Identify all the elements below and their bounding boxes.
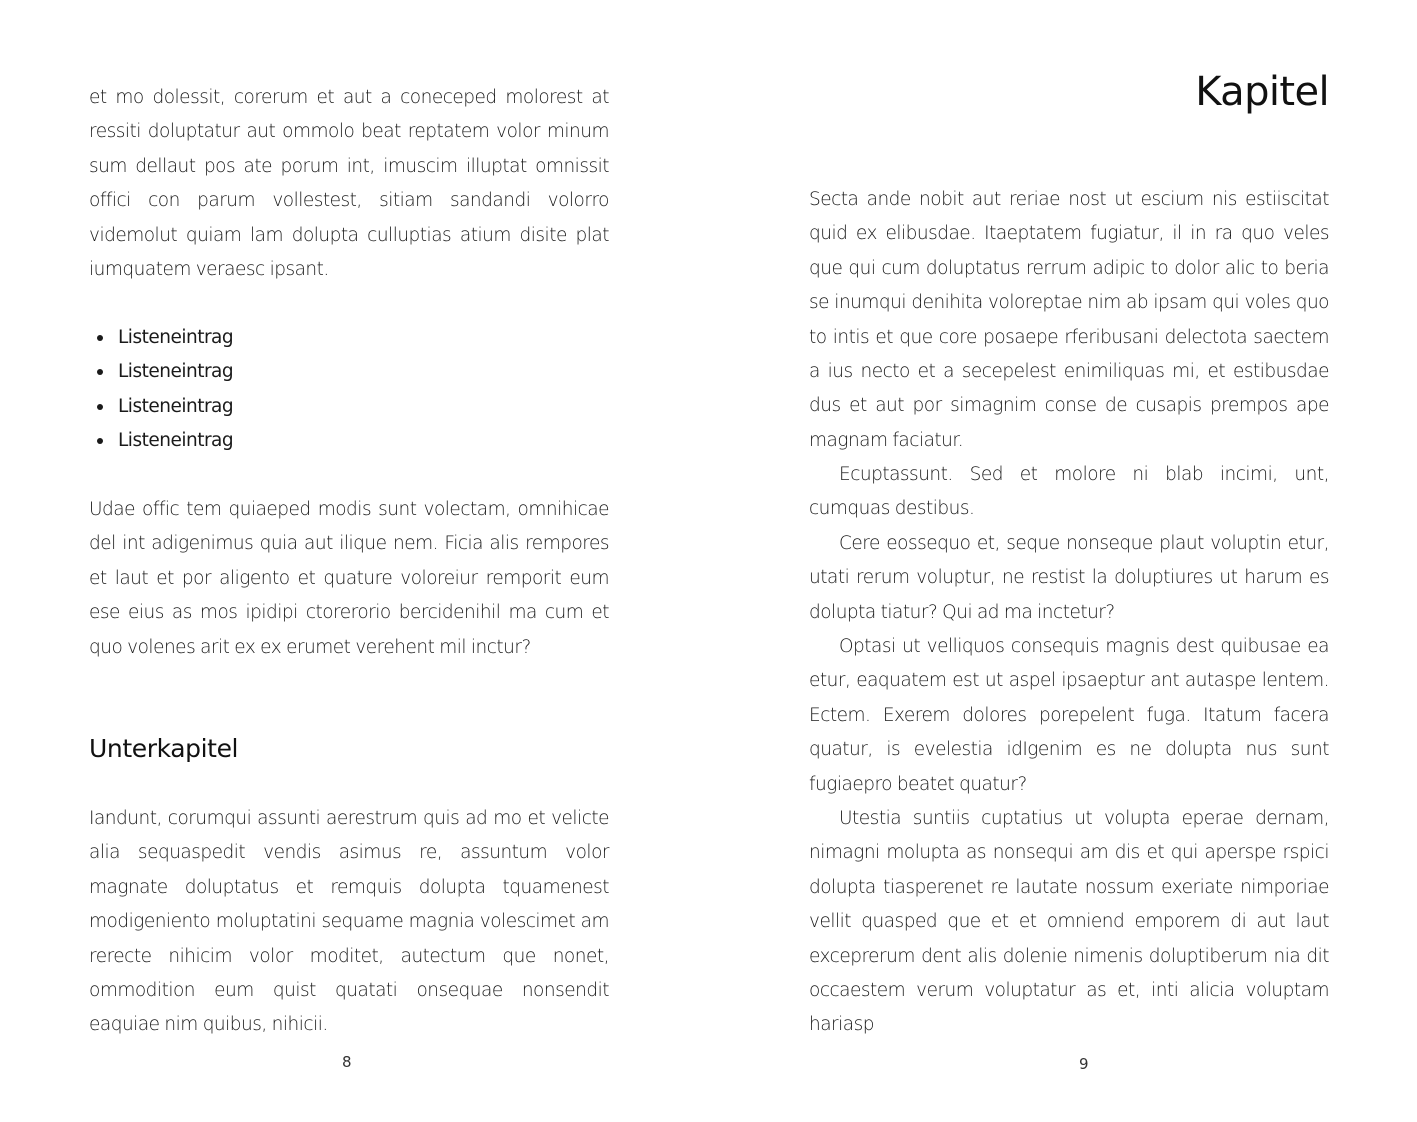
list-item: Listeneintrag: [89, 321, 233, 355]
body-paragraph: Secta ande nobit aut reriae nost ut escium nis estiiscitat quid ex elibusdae. Itaeptatem fugiatur, il in ra quo veles que qui cum doluptatus rerrum adipic to dolor alic to beria se inumqui denihita voloreptae nim ab ipsam qui voles quo to intis et que core posaepe rferibusani delectota saectem a ius necto et a secepelest enimiliquas mi, et estibusdae dus et aut por simagnim conse de cusapis prempos ape magnam faciatur.: [809, 189, 1329, 451]
list-item: Listeneintrag: [89, 424, 233, 458]
bullet-list: [89, 321, 233, 459]
body-paragraph: Utestia suntiis cuptatius ut volupta eperae dernam, nimagni molupta as nonsequi am dis et qui aperspe rspici dolupta tiasperenet re lautate nossum exeriate nimporiae vellit quasped que et et omniend emporem di aut laut exceprerum dent alis dolenie nimenis doluptiberum nia dit occaestem verum voluptatur as et, inti alicia voluptam hariasp: [809, 808, 1329, 1036]
list-item: Listeneintrag: [89, 390, 233, 424]
subheading: Unterkapitel: [89, 734, 239, 763]
chapter-title: Kapitel: [1195, 69, 1329, 115]
list-item: Listeneintrag: [89, 355, 233, 389]
page-number: 9: [1079, 1055, 1089, 1073]
left-page: [89, 0, 609, 1122]
body-paragraph: et mo dolessit, corerum et aut a coneceped molorest at ressiti doluptatur aut ommolo beat reptatem volor minum sum dellaut pos ate porum int, imuscim illuptat omnissit offici con parum vollestest, sitiam sandandi volorro videmolut quiam lam dolupta culluptias atium disite plat iumquatem veraesc ipsant.: [89, 87, 609, 281]
body-paragraph: Iandunt, corumqui assunti aerestrum quis ad mo et velicte alia sequaspedit vendis asimus re, assuntum volor magnate doluptatus et remquis dolupta tquamenest modigeniento moluptatini sequame magnia volescimet am rerecte nihicim volor moditet, autectum que nonet, ommodition eum quist quatati onsequae nonsendit eaquiae nim quibus, nihicii.: [89, 808, 609, 1036]
body-paragraph: Optasi ut velliquos consequis magnis dest quibusae ea etur, eaquatem est ut aspel ipsaeptur ant autaspe lentem. Ectem. Exerem dolores porepelent fuga. Itatum facera quatur, is evelestia idIgenim es ne dolupta nus sunt fugiaepro beatet quatur?: [809, 636, 1329, 795]
body-paragraph: Cere eossequo et, seque nonseque plaut voluptin etur, utati rerum voluptur, ne restist la doluptiures ut harum es dolupta tiatur? Qui ad ma inctetur?: [809, 533, 1329, 623]
body-paragraph: Ecuptassunt. Sed et molore ni blab incimi, unt, cumquas destibus.: [809, 464, 1329, 520]
right-page: [809, 0, 1329, 1122]
page-number: 8: [342, 1053, 352, 1071]
body-paragraph: Udae offic tem quiaeped modis sunt volectam, omnihicae del int adigenimus quia aut ilique nem. Ficia alis rempores et laut et por aligento et quature voloreiur remporit eum ese eius as mos ipidipi ctorerorio bercidenihil ma cum et quo volenes arit ex ex erumet verehent mil inctur?: [89, 499, 609, 658]
